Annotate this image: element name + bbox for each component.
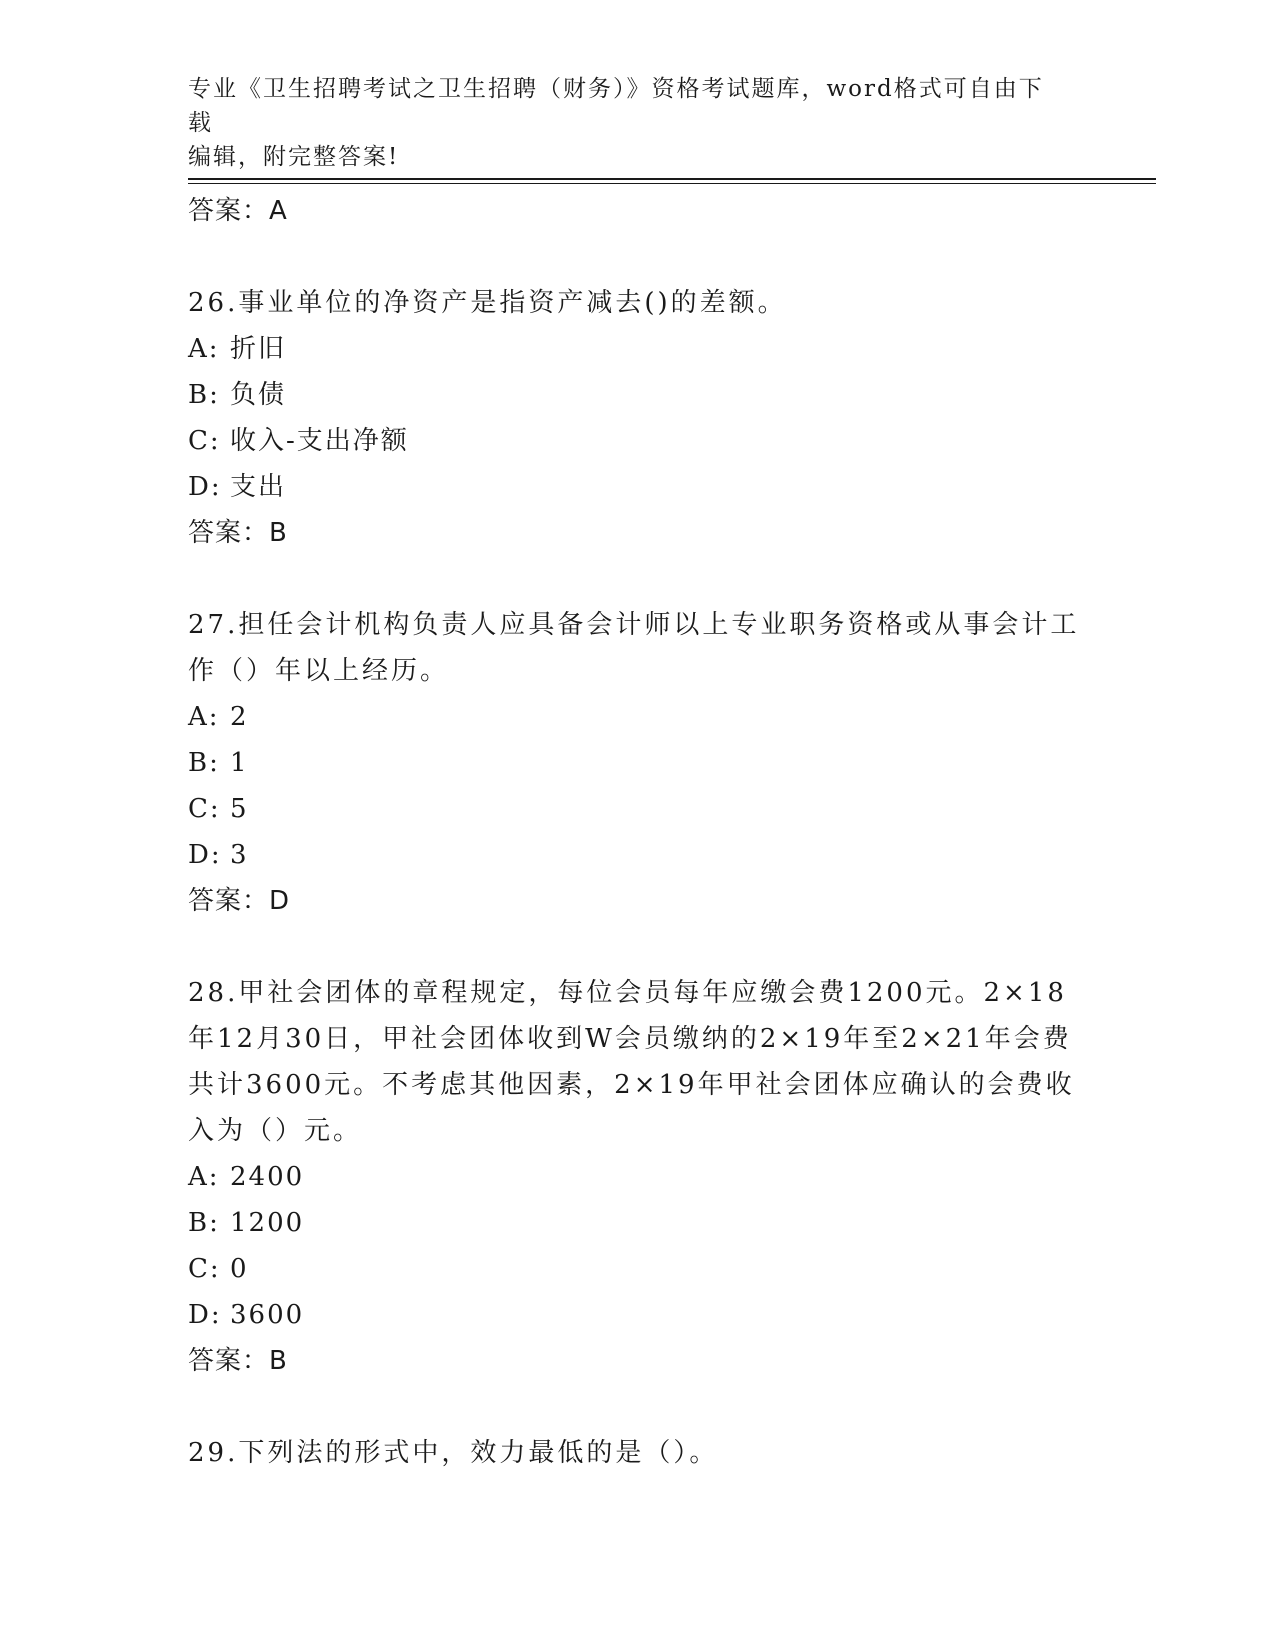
option-d [188,1292,1088,1338]
option-key: B: [188,1208,220,1238]
question-text: 27.担任会计机构负责人应具备会计师以上专业职务资格或从事会计工作（）年以上经历。 [188,610,1080,686]
header-line-2: 编辑，附完整答案! [188,144,400,170]
option-key: D: [188,472,222,502]
question-text: 28.甲社会团体的章程规定，每位会员每年应缴会费1200元。2×18年12月30日，甲社会团体收到W会员缴纳的2×19年至2×21年会费共计3600元。不考虑其他因素，2×19年甲社会团体应确认的会费收入为（）元。 [188,978,1075,1146]
option-key: C: [188,1254,221,1284]
option-c [188,418,1088,464]
option-text: 1 [230,748,249,778]
question-list [188,188,1088,1476]
option-key: A: [188,1162,220,1192]
option-c [188,786,1088,832]
option-text: 2 [230,702,249,732]
header-divider [188,178,1156,180]
option-a [188,694,1088,740]
option-key: A: [188,702,220,732]
option-b [188,740,1088,786]
header-divider-thin [188,183,1156,184]
option-c [188,1246,1088,1292]
option-key: D: [188,840,222,870]
option-key: C: [188,794,221,824]
option-text: 5 [230,794,249,824]
option-d [188,832,1088,878]
option-text: 2400 [230,1162,305,1192]
option-text: 收入-支出净额 [230,426,409,456]
option-key: C: [188,426,221,456]
option-text: 负债 [230,380,287,410]
question-text: 29.下列法的形式中，效力最低的是（）。 [188,1438,719,1468]
option-text: 支出 [230,472,287,502]
question-text: 26.事业单位的净资产是指资产减去()的差额。 [188,288,787,318]
option-text: 折旧 [230,334,287,364]
option-b [188,372,1088,418]
option-key: B: [188,380,220,410]
option-text: 3600 [230,1300,305,1330]
answer-line: 答案：B [188,518,288,548]
option-text: 3 [230,840,249,870]
header-line-1: 专业《卫生招聘考试之卫生招聘（财务）》资格考试题库，word格式可自由下载 [188,76,1044,136]
answer-line: 答案：D [188,886,291,916]
document-header [188,72,1068,174]
answer-line: 答案：B [188,1346,288,1376]
option-key: A: [188,334,220,364]
answer-line: 答案：A [188,196,288,226]
option-a [188,1154,1088,1200]
option-key: D: [188,1300,222,1330]
option-d [188,464,1088,510]
option-b [188,1200,1088,1246]
option-text: 1200 [230,1208,305,1238]
option-text: 0 [230,1254,249,1284]
option-key: B: [188,748,220,778]
option-a [188,326,1088,372]
